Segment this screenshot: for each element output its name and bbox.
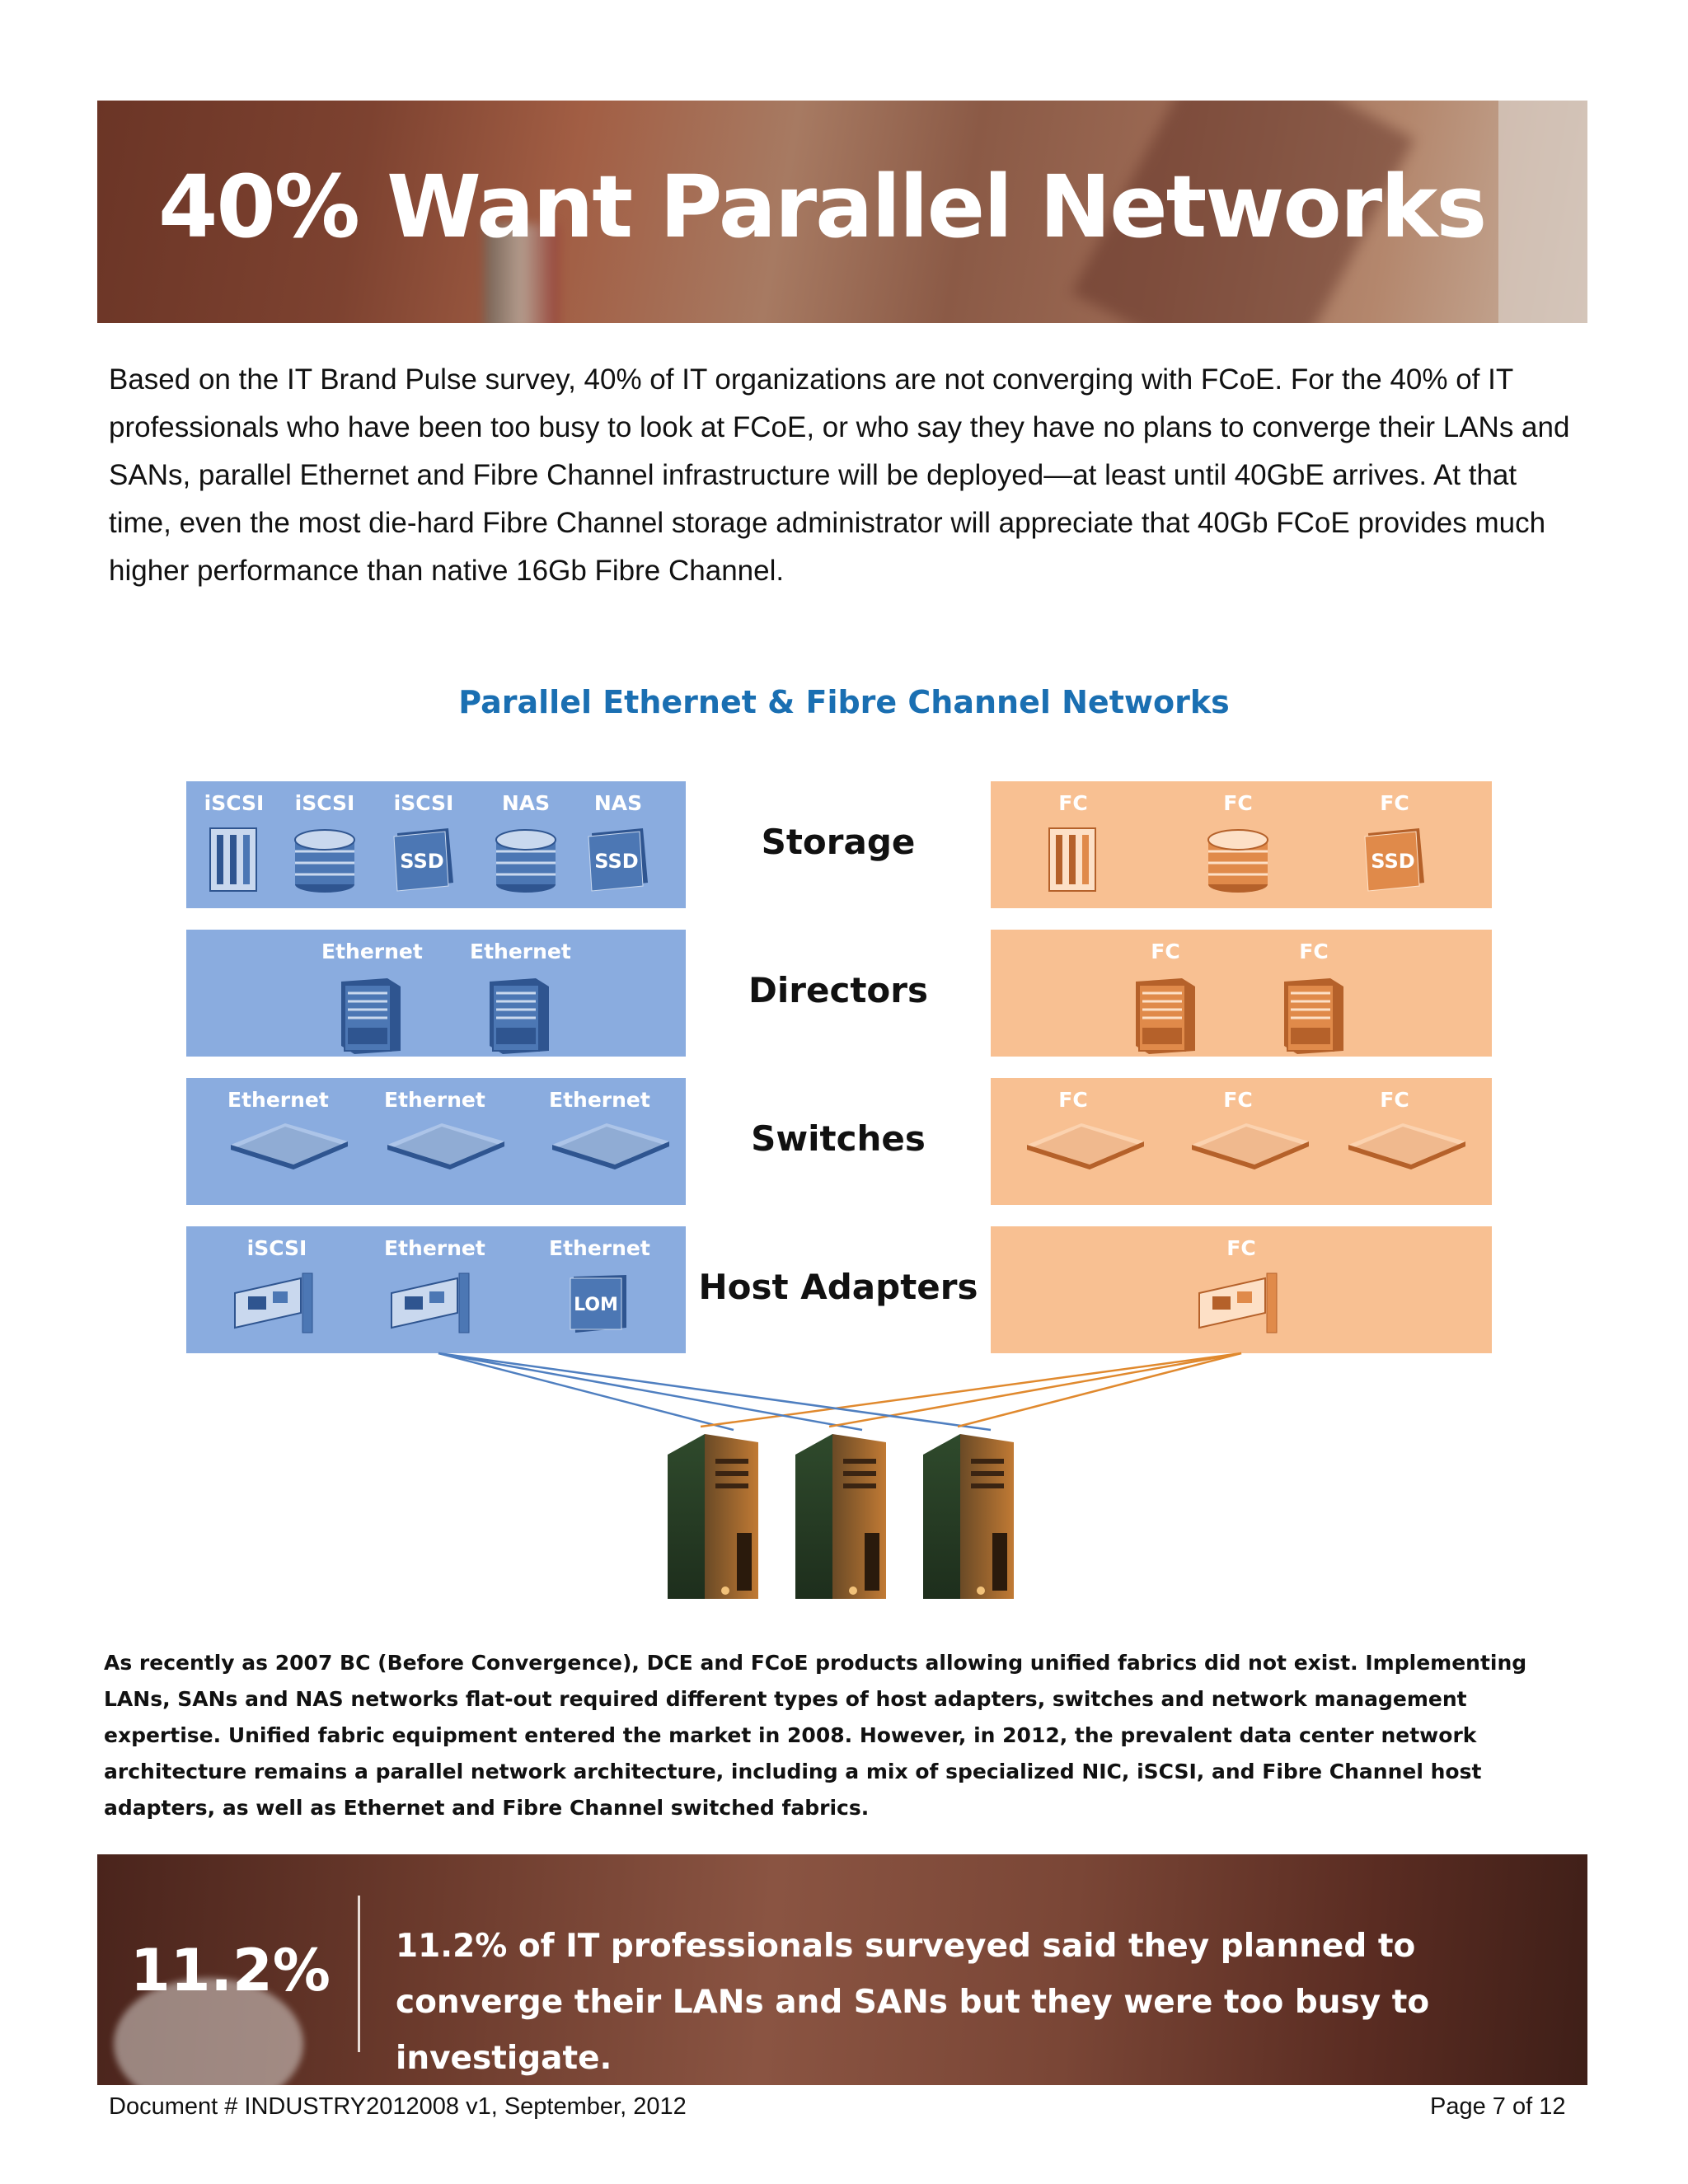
- footer-document-id: Document # INDUSTRY2012008 v1, September, 2012: [109, 2093, 687, 2120]
- device-label: FC: [1380, 791, 1409, 815]
- tier-label: Directors: [748, 970, 928, 1010]
- device-label: FC: [1226, 1236, 1256, 1260]
- footer-page-number: Page 7 of 12: [1430, 2093, 1566, 2120]
- tier-label: Switches: [751, 1118, 926, 1159]
- server-icon: [795, 1434, 886, 1599]
- device-label: FC: [1299, 940, 1329, 963]
- tier-label: Storage: [761, 822, 916, 862]
- device-label: Ethernet: [549, 1088, 650, 1112]
- device-label: FC: [1058, 791, 1088, 815]
- server-icon: [668, 1434, 758, 1599]
- callout-divider: [358, 1896, 360, 2052]
- device-label: FC: [1223, 791, 1253, 815]
- svg-text:SSD: SSD: [594, 850, 639, 873]
- device-label: iSCSI: [246, 1236, 307, 1260]
- svg-text:LOM: LOM: [574, 1295, 618, 1315]
- tier-label: Host Adapters: [698, 1267, 978, 1307]
- page-title: 40% Want Parallel Networks: [158, 157, 1486, 257]
- device-label: Ethernet: [470, 940, 571, 963]
- device-label: FC: [1058, 1088, 1088, 1112]
- device-label: Ethernet: [384, 1236, 485, 1260]
- device-label: FC: [1223, 1088, 1253, 1112]
- callout-stat: 11.2%: [130, 1937, 331, 2004]
- device-label: NAS: [593, 791, 643, 815]
- device-label: iSCSI: [393, 791, 454, 815]
- device-label: iSCSI: [204, 791, 265, 815]
- callout-text: 11.2% of IT professionals surveyed said they planned to converge their LANs and SANs but they were too busy to investigate.: [396, 1928, 1430, 2077]
- svg-text:SSD: SSD: [1371, 850, 1415, 873]
- device-label: iSCSI: [294, 791, 355, 815]
- device-label: Ethernet: [549, 1236, 650, 1260]
- server-icon: [923, 1434, 1014, 1599]
- stat-callout: [97, 1854, 1587, 2085]
- device-label: FC: [1151, 940, 1180, 963]
- diagram-caption: As recently as 2007 BC (Before Convergence), DCE and FCoE products allowing unified fabrics did not exist. Implementing LANs, SANs and NAS networks flat-out required different types of host adapters, switches and network management expertise. Unified fabric equipment entered the market in 2008. However, in 2012, the prevalent data center network architecture remains a parallel network architecture, including a mix of specialized NIC, iSCSI, and Fibre Channel host adapters, as well as Ethernet and Fibre Channel switched fabrics.: [104, 1651, 1527, 1820]
- server-group: [577, 1335, 1039, 1599]
- device-label: Ethernet: [227, 1088, 329, 1112]
- diagram-title: Parallel Ethernet & Fibre Channel Networks: [458, 684, 1230, 720]
- device-label: FC: [1380, 1088, 1409, 1112]
- device-label: NAS: [501, 791, 551, 815]
- intro-paragraph: Based on the IT Brand Pulse survey, 40% of IT organizations are not converging with FCoE. For the 40% of IT professionals who have been too busy to look at FCoE, or who say they have no plans to converge their LANs and SANs, parallel Ethernet and Fibre Channel infrastructure will be deployed—at least until 40GbE arrives. At that time, even the most die-hard Fibre Channel storage administrator will appreciate that 40Gb FCoE provides much higher performance than native 16Gb Fibre Channel.: [109, 363, 1570, 587]
- device-label: Ethernet: [321, 940, 423, 963]
- device-label: Ethernet: [384, 1088, 485, 1112]
- svg-text:SSD: SSD: [400, 850, 444, 873]
